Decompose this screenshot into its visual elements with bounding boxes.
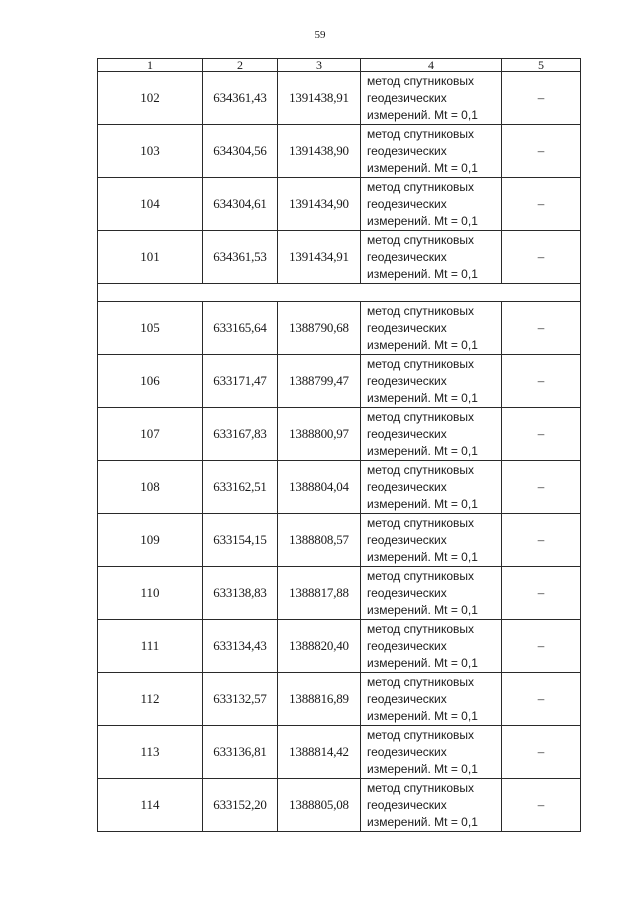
method-line: метод спутниковых [367, 462, 475, 477]
y-coordinate-cell: 1388814,42 [278, 726, 361, 779]
method-line: метод спутниковых [367, 126, 475, 141]
group-separator-row [98, 284, 581, 302]
method-line: измерений. Mt = 0,1 [367, 496, 478, 511]
method-line: измерений. Mt = 0,1 [367, 160, 478, 175]
method-line: метод спутниковых [367, 303, 475, 318]
table-row [98, 231, 581, 284]
point-number-cell: 114 [98, 779, 203, 832]
method-cell [361, 231, 502, 284]
x-coordinate-cell: 634361,43 [203, 72, 278, 125]
method-line: метод спутниковых [367, 515, 475, 530]
method-line: измерений. Mt = 0,1 [367, 602, 478, 617]
method-line: геодезических [367, 744, 447, 759]
table-row [98, 408, 581, 461]
method-line: метод спутниковых [367, 356, 475, 371]
table-row [98, 178, 581, 231]
x-coordinate-cell: 633134,43 [203, 620, 278, 673]
method-line: метод спутниковых [367, 780, 475, 795]
method-line: измерений. Mt = 0,1 [367, 549, 478, 564]
table-row [98, 567, 581, 620]
column-header-2: 2 [203, 59, 278, 72]
method-line: геодезических [367, 479, 447, 494]
method-cell [361, 125, 502, 178]
note-cell: – [502, 302, 581, 355]
method-cell [361, 178, 502, 231]
method-cell [361, 567, 502, 620]
method-line: геодезических [367, 797, 447, 812]
column-header-4: 4 [361, 59, 502, 72]
method-line: метод спутниковых [367, 568, 475, 583]
method-cell [361, 673, 502, 726]
note-cell: – [502, 72, 581, 125]
method-line: метод спутниковых [367, 621, 475, 636]
y-coordinate-cell: 1388816,89 [278, 673, 361, 726]
method-line: геодезических [367, 249, 447, 264]
method-cell [361, 514, 502, 567]
method-line: геодезических [367, 143, 447, 158]
y-coordinate-cell: 1391434,90 [278, 178, 361, 231]
method-line: метод спутниковых [367, 727, 475, 742]
x-coordinate-cell: 633171,47 [203, 355, 278, 408]
y-coordinate-cell: 1388800,97 [278, 408, 361, 461]
y-coordinate-cell: 1388820,40 [278, 620, 361, 673]
method-line: измерений. Mt = 0,1 [367, 814, 478, 829]
method-line: измерений. Mt = 0,1 [367, 655, 478, 670]
method-line: метод спутниковых [367, 232, 475, 247]
x-coordinate-cell: 634304,56 [203, 125, 278, 178]
method-line: измерений. Mt = 0,1 [367, 266, 478, 281]
y-coordinate-cell: 1388804,04 [278, 461, 361, 514]
method-cell [361, 302, 502, 355]
y-coordinate-cell: 1388805,08 [278, 779, 361, 832]
method-line: метод спутниковых [367, 674, 475, 689]
table-row [98, 72, 581, 125]
x-coordinate-cell: 633138,83 [203, 567, 278, 620]
y-coordinate-cell: 1388790,68 [278, 302, 361, 355]
point-number-cell: 103 [98, 125, 203, 178]
method-line: геодезических [367, 691, 447, 706]
method-line: метод спутниковых [367, 73, 475, 88]
table-body [98, 72, 581, 832]
method-cell [361, 355, 502, 408]
table-row [98, 514, 581, 567]
point-number-cell: 112 [98, 673, 203, 726]
note-cell: – [502, 125, 581, 178]
note-cell: – [502, 408, 581, 461]
x-coordinate-cell: 634304,61 [203, 178, 278, 231]
point-number-cell: 109 [98, 514, 203, 567]
method-line: метод спутниковых [367, 409, 475, 424]
point-number-cell: 101 [98, 231, 203, 284]
y-coordinate-cell: 1391438,90 [278, 125, 361, 178]
x-coordinate-cell: 633162,51 [203, 461, 278, 514]
method-line: геодезических [367, 373, 447, 388]
method-cell [361, 779, 502, 832]
method-line: геодезических [367, 90, 447, 105]
table-row [98, 673, 581, 726]
x-coordinate-cell: 633154,15 [203, 514, 278, 567]
note-cell: – [502, 355, 581, 408]
method-line: геодезических [367, 426, 447, 441]
table-row [98, 302, 581, 355]
x-coordinate-cell: 633152,20 [203, 779, 278, 832]
method-cell [361, 408, 502, 461]
point-number-cell: 113 [98, 726, 203, 779]
note-cell: – [502, 178, 581, 231]
point-number-cell: 105 [98, 302, 203, 355]
point-number-cell: 102 [98, 72, 203, 125]
method-line: геодезических [367, 196, 447, 211]
table-row [98, 779, 581, 832]
column-header-5: 5 [502, 59, 581, 72]
note-cell: – [502, 779, 581, 832]
table-row [98, 355, 581, 408]
group-separator-cell [98, 284, 581, 302]
note-cell: – [502, 726, 581, 779]
point-number-cell: 104 [98, 178, 203, 231]
x-coordinate-cell: 633136,81 [203, 726, 278, 779]
method-line: измерений. Mt = 0,1 [367, 107, 478, 122]
column-header-1: 1 [98, 59, 203, 72]
table-header-row [98, 59, 581, 72]
note-cell: – [502, 620, 581, 673]
table-row [98, 461, 581, 514]
note-cell: – [502, 461, 581, 514]
method-cell [361, 461, 502, 514]
note-cell: – [502, 567, 581, 620]
table-row [98, 125, 581, 178]
note-cell: – [502, 673, 581, 726]
point-number-cell: 107 [98, 408, 203, 461]
table-row [98, 620, 581, 673]
x-coordinate-cell: 634361,53 [203, 231, 278, 284]
method-cell [361, 72, 502, 125]
method-line: измерений. Mt = 0,1 [367, 213, 478, 228]
y-coordinate-cell: 1391438,91 [278, 72, 361, 125]
point-number-cell: 110 [98, 567, 203, 620]
page-number: 59 [314, 29, 326, 41]
y-coordinate-cell: 1391434,91 [278, 231, 361, 284]
y-coordinate-cell: 1388817,88 [278, 567, 361, 620]
x-coordinate-cell: 633165,64 [203, 302, 278, 355]
y-coordinate-cell: 1388808,57 [278, 514, 361, 567]
method-cell [361, 620, 502, 673]
method-line: измерений. Mt = 0,1 [367, 390, 478, 405]
x-coordinate-cell: 633132,57 [203, 673, 278, 726]
point-number-cell: 111 [98, 620, 203, 673]
method-line: геодезических [367, 585, 447, 600]
table-row [98, 726, 581, 779]
note-cell: – [502, 514, 581, 567]
x-coordinate-cell: 633167,83 [203, 408, 278, 461]
method-cell [361, 726, 502, 779]
method-line: измерений. Mt = 0,1 [367, 708, 478, 723]
method-line: измерений. Mt = 0,1 [367, 761, 478, 776]
point-number-cell: 108 [98, 461, 203, 514]
method-line: измерений. Mt = 0,1 [367, 337, 478, 352]
point-number-cell: 106 [98, 355, 203, 408]
method-line: геодезических [367, 320, 447, 335]
column-header-3: 3 [278, 59, 361, 72]
method-line: измерений. Mt = 0,1 [367, 443, 478, 458]
coordinates-table [97, 58, 581, 832]
method-line: геодезических [367, 638, 447, 653]
note-cell: – [502, 231, 581, 284]
method-line: геодезических [367, 532, 447, 547]
method-line: метод спутниковых [367, 179, 475, 194]
y-coordinate-cell: 1388799,47 [278, 355, 361, 408]
